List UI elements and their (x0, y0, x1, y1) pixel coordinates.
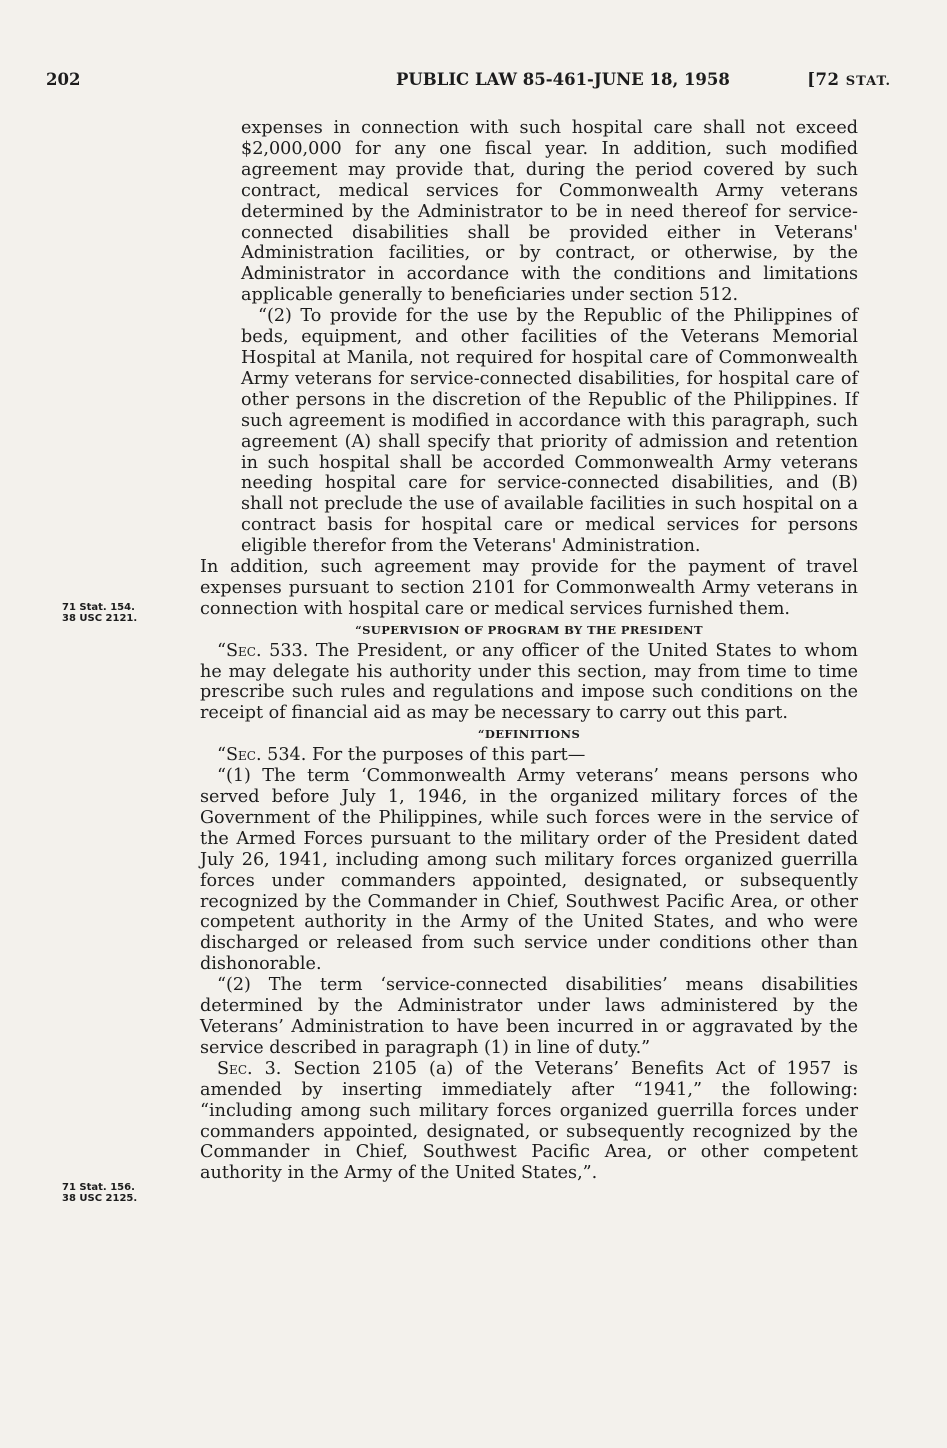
definition: “(2) The term ‘service-connected disabilities’ means disabilities determined by the Administrator under laws administered by the Veterans’ Administration to have been incurred in or aggravated by the service described in paragraph (1) in line of duty.” (200, 975, 858, 1058)
paragraph: expenses in connection with such hospital care shall not exceed $2,000,000 for any one fiscal year. In addition, such modified agreement may provide that, during the period covered by such contract, medical services for Commonwealth Army veterans determined by the Administrator to be in need thereof for service-connected disabilities shall be provided either in Veterans' Administration facilities, or by contract, or otherwise, by the Administrator in accordance with the conditions and limitations applicable generally to beneficiaries under section 512. (241, 118, 858, 306)
section-lead: “Sec. 534. (217, 745, 307, 766)
paragraph: In addition, such agreement may provide for the payment of travel expenses pursuant to section 2101 for Commonwealth Army veterans in connection with hospital care or medical services furnished them. (200, 557, 858, 619)
section-lead: Sec. 3. (217, 1058, 282, 1079)
page-header (46, 70, 891, 94)
section-lead: “Sec. 533. (217, 640, 309, 661)
indented-block (200, 118, 858, 557)
section-533 (200, 641, 858, 725)
section-3 (200, 1059, 858, 1184)
section-text: Section 2105 (a) of the Veterans’ Benefits Act of 1957 is amended by inserting immediately after “1941,” the following: “including among such military forces organized guerrilla forces under commanders appointed, designated, or subsequently recognized by the Commander in Chief, Southwest Pacific Area, or other competent authority in the Army of the United States,”. (200, 1058, 858, 1184)
section-heading: “DEFINITIONS (477, 727, 581, 742)
running-title: PUBLIC LAW 85-461-JUNE 18, 1958 (396, 70, 730, 89)
body-text (200, 118, 858, 1184)
margin-note-line: 71 Stat. 156. (62, 1182, 135, 1193)
page-number: 202 (46, 70, 81, 89)
margin-note-line: 71 Stat. 154. (62, 602, 135, 613)
margin-note (62, 602, 137, 624)
paragraph: “(2) To provide for the use by the Republic of the Philippines of beds, equipment, and other facilities of the Veterans Memorial Hospital at Manila, not required for hospital care of Commonwealth Army veterans for service-connected disabilities, for hospital care of other persons in the discretion of the Republic of the Philippines. If such agreement is modified in accordance with this paragraph, such agreement (A) shall specify that priority of admission and retention in such hospital shall be accorded Commonwealth Army veterans needing hospital care for service-connected disabilities, and (B) shall not preclude the use of available facilities in such hospital on a contract basis for hospital care or medical services for persons eligible therefor from the Veterans' Administration. (241, 306, 858, 557)
margin-note (62, 1182, 137, 1204)
statute-bracket: [72 (807, 70, 846, 89)
statute-label: STAT. (845, 74, 891, 89)
section-heading: “SUPERVISION OF PROGRAM BY THE PRESIDENT (355, 622, 703, 637)
margin-note-line: 38 USC 2121. (62, 613, 138, 624)
section-text: For the purposes of this part— (306, 745, 586, 766)
margin-note-line: 38 USC 2125. (62, 1193, 138, 1204)
section-text: The President, or any officer of the United States to whom he may delegate his authority under this section, may from time to time prescribe such rules and regulations and impose such conditions on the receipt of financial aid as may be necessary to carry out this part. (200, 640, 858, 724)
statute-reference (807, 70, 891, 89)
definition: “(1) The term ‘Commonwealth Army veterans’ means persons who served before July 1, 1946, in the organized military forces of the Government of the Philippines, while such forces were in the service of the Armed Forces pursuant to the military order of the President dated July 26, 1941, including among such military forces organized guerrilla forces under commanders appointed, designated, or subsequently recognized by the Commander in Chief, Southwest Pacific Area, or other competent authority in the Army of the United States, and who were discharged or released from such service under conditions other than dishonorable. (200, 766, 858, 975)
section-534 (200, 745, 858, 766)
